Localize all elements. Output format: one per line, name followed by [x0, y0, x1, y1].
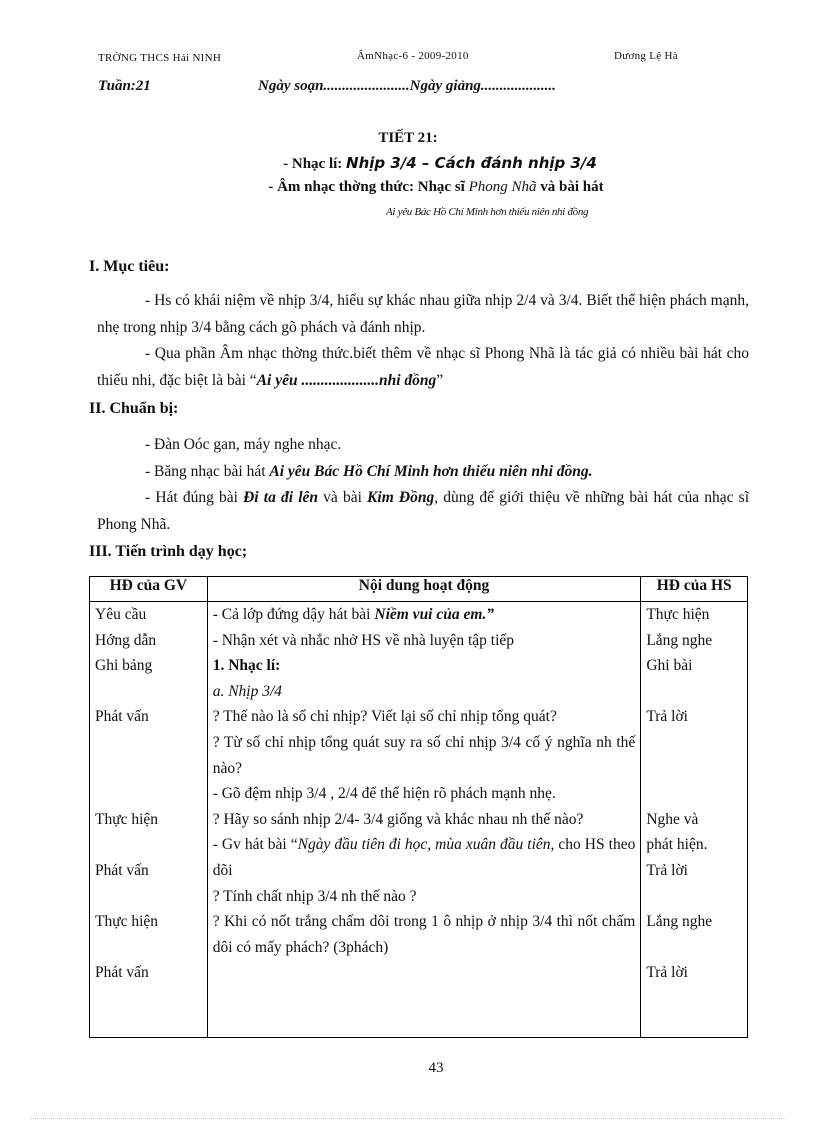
section-1-para-2-bold: Ai yêu ....................nhi đồng — [256, 372, 437, 389]
prep-item-3-end: , dùng để giới thiệu về những bài hát của nhạc sĩ Phong Nhã. — [97, 489, 749, 533]
week-label: Tuần:21 — [98, 78, 151, 94]
hs-line — [646, 986, 742, 1012]
gv-line — [95, 986, 202, 1012]
hs-line: Thực hiện — [646, 606, 710, 623]
content-item-4: a. Nhịp 3/4 — [212, 682, 283, 700]
gv-line — [95, 935, 202, 961]
content-item-6: ? Từ số chỉ nhịp tổng quát suy ra số chỉ nhịp 3/4 cố ý nghĩa nh thế nào? — [212, 733, 636, 777]
title-line-1 — [0, 154, 816, 173]
header-school: TRỜNG THCS Hải NINH — [98, 52, 222, 64]
gv-line: Ghi bảng — [95, 657, 153, 675]
content-item-9-end: , cho HS theo dõi — [212, 836, 636, 879]
section-1-para-2 — [97, 340, 749, 394]
gv-line: Thực hiện — [95, 913, 159, 931]
gv-line — [95, 756, 202, 782]
gv-line: Thực hiện — [95, 810, 159, 828]
lesson-table — [89, 576, 748, 1038]
prep-item-2 — [145, 458, 593, 485]
content-item-1-song: Niềm vui của em.” — [374, 606, 495, 623]
prep-item-3-song-2: Kim Đồng — [367, 489, 435, 506]
table-row — [90, 602, 748, 1038]
content-item-9-text: - Gv hát bài “ — [212, 836, 298, 854]
prep-item-2-text: - Băng nhạc bài hát — [145, 463, 270, 480]
gv-line — [95, 1012, 202, 1038]
gv-line: Phát vấn — [95, 708, 149, 726]
gv-line — [95, 884, 202, 910]
hs-line: Trả lời — [646, 861, 688, 879]
dates-label: Ngày soạn.......................Ngày giảng.................... — [258, 78, 556, 94]
content-item-2: - Nhận xét và nhắc nhở HS về nhà luyện tập tiếp — [212, 631, 515, 649]
content-column — [207, 602, 641, 1038]
gv-line — [95, 781, 202, 807]
section-1-para-1: - Hs có khái niệm về nhịp 3/4, hiểu sự khác nhau giữa nhịp 2/4 và 3/4. Biết thể hiện phách mạnh, nhẹ trong nhịp 3/4 bằng cách gõ phách và đánh nhịp. — [97, 292, 749, 336]
header-subject: ÂmNhạc-6 - 2009-2010 — [357, 50, 469, 62]
section-2-heading: II. Chuẩn bị: — [89, 400, 179, 417]
prep-item-3-text: - Hát đúng bài — [145, 489, 244, 506]
content-item-3: 1. Nhạc lí: — [212, 657, 281, 675]
song-title-script: Ai yêu Bác Hồ Chí Minh hơn thiếu niên nhi đồng — [386, 206, 589, 218]
prep-item-1: - Đàn Oóc gan, máy nghe nhạc. — [145, 436, 342, 453]
gv-line: Phát vấn — [95, 964, 149, 982]
gv-line — [95, 832, 202, 858]
content-item-9-song: Ngày đầu tiên đi học, mùa xuân đầu tiên — [297, 836, 551, 854]
hs-line — [646, 884, 742, 910]
title-line-2-suffix: và bài hát — [536, 179, 604, 195]
hs-line: phát hiện. — [646, 836, 708, 854]
content-item-7: - Gõ đệm nhịp 3/4 , 2/4 để thể hiện rõ phách mạnh nhẹ. — [212, 785, 556, 803]
lesson-title: TIẾT 21: — [378, 130, 438, 146]
prep-item-3-mid: và bài — [318, 489, 368, 506]
gv-line: Hớng dẫn — [95, 631, 157, 649]
hs-line: Lắng nghe — [646, 631, 713, 649]
gv-column — [90, 602, 208, 1038]
prep-item-3-song-1: Đi ta đi lên — [243, 489, 318, 506]
hs-line — [646, 935, 742, 961]
prep-item-3 — [97, 484, 749, 538]
table-header-row — [90, 577, 748, 602]
title-line-1-prefix: - Nhạc lí: — [283, 156, 347, 172]
page-bottom-rule — [30, 1118, 786, 1119]
content-item-1-text: - Cả lớp đứng dậy hát bài — [212, 606, 375, 623]
header-teacher: Dương Lệ Hà — [614, 50, 678, 62]
title-line-2-italic: Phong Nhã — [468, 179, 537, 195]
section-1-para-2-text: - Qua phần Âm nhạc thờng thức.biết thêm về nhạc sĩ Phong Nhã là tác giả có nhiều bài hát cho thiếu nhi, đặc biệt là bài “ — [97, 345, 749, 389]
content-item-1 — [213, 602, 636, 628]
content-item-9 — [213, 832, 636, 883]
hs-line: Trả lời — [646, 964, 688, 982]
content-item-11: ? Khi có nốt trắng chấm dôi trong 1 ô nhịp ở nhịp 3/4 thì nốt chấm dôi có mấy phách? (3phách) — [212, 913, 636, 956]
hs-line — [646, 1012, 742, 1038]
section-3-heading: III. Tiến trình dạy học; — [89, 543, 248, 560]
content-item-5: ? Thế nào là số chỉ nhịp? Viết lại số chỉ nhịp tổng quát? — [212, 708, 557, 726]
title-line-2-prefix: - Âm nhạc thờng thức: Nhạc sĩ — [268, 179, 469, 195]
header-content: Nội dung hoạt động — [207, 577, 641, 602]
hs-line: Trả lời — [646, 708, 688, 726]
content-item-10: ? Tính chất nhịp 3/4 nh thế nào ? — [212, 887, 417, 905]
prep-item-2-bold: Ai yêu Bác Hồ Chí Minh hơn thiếu niên nhi đồng. — [269, 463, 593, 480]
page-number: 43 — [428, 1060, 444, 1076]
gv-line — [95, 730, 202, 756]
hs-line: Ghi bài — [646, 657, 693, 675]
hs-line — [646, 781, 742, 807]
hs-line: Nghe và — [646, 810, 699, 828]
section-1-para-2-end: ” — [436, 372, 444, 389]
hs-line — [646, 679, 742, 705]
section-1-heading: I. Mục tiêu: — [89, 258, 170, 275]
header-gv: HĐ của GV — [90, 577, 208, 602]
gv-line: Phát vấn — [95, 861, 149, 879]
title-line-1-decorative: Nhịp 3/4 – Cách đánh nhịp 3/4 — [346, 154, 597, 172]
hs-line — [646, 730, 742, 756]
gv-line — [95, 679, 202, 705]
content-item-8: ? Hãy so sánh nhịp 2/4- 3/4 giống và khác nhau nh thế nào? — [212, 810, 584, 828]
gv-line: Yêu cầu — [95, 606, 147, 623]
header-hs: HĐ của HS — [641, 577, 748, 602]
hs-line: Lắng nghe — [646, 913, 713, 931]
hs-column — [641, 602, 748, 1038]
hs-line — [646, 756, 742, 782]
title-line-2 — [0, 178, 816, 196]
